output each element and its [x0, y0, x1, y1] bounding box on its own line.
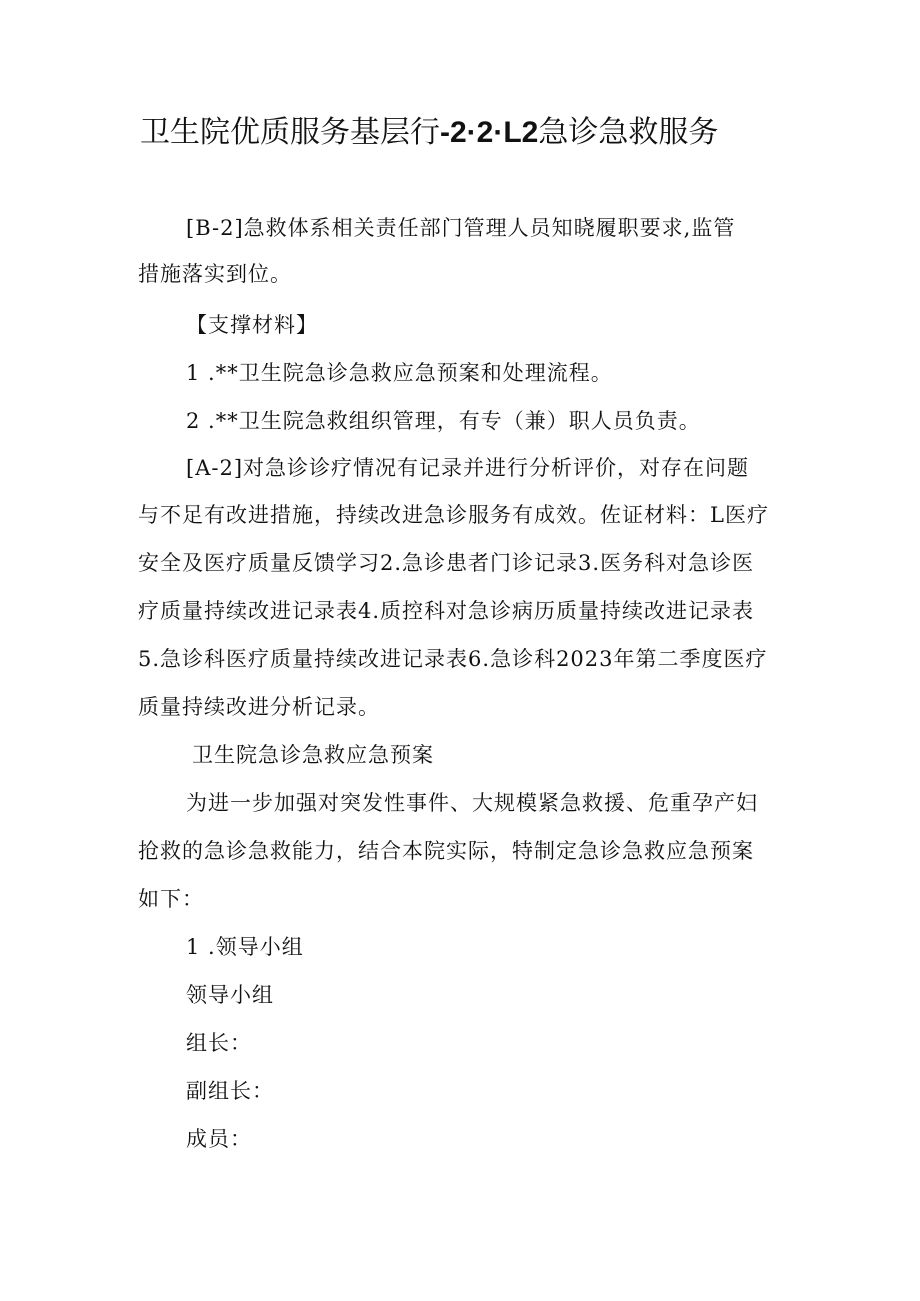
intro-line-2: 抢救的急诊急救能力，结合本院实际，特制定急诊急救应急预案 — [138, 839, 754, 863]
plan-title: 卫生院急诊急救应急预案 — [192, 743, 434, 767]
title-code: -2·2·L2 — [440, 116, 539, 149]
support-item-2: 2 .**卫生院急救组织管理，有专（兼）职人员负责。 — [186, 409, 701, 433]
a2-line-3: 安全及医疗质量反馈学习2.急诊患者门诊记录3.医务科对急诊医 — [138, 551, 755, 575]
b2-line-1: [B-2]急救体系相关责任部门管理人员知晓履职要求,监管 — [186, 216, 736, 240]
section-1-heading: 1 .领导小组 — [186, 935, 304, 959]
a2-line-4: 疗质量持续改进记录表4.质控科对急诊病历质量持续改进记录表 — [138, 599, 755, 623]
title-prefix: 卫生院优质服务基层行 — [140, 115, 440, 150]
a2-line-2: 与不足有改进措施，持续改进急诊服务有成效。佐证材料：L医疗 — [138, 503, 769, 527]
support-heading: 【支撑材料】 — [186, 313, 318, 337]
title-suffix: 急诊急救服务 — [538, 115, 719, 150]
a2-line-5: 5.急诊科医疗质量持续改进记录表6.急诊科2023年第二季度医疗 — [138, 647, 768, 671]
leader-group-label: 领导小组 — [186, 983, 274, 1007]
leader-label: 组长： — [186, 1031, 252, 1055]
vice-leader-label: 副组长： — [186, 1079, 274, 1103]
members-label: 成员： — [186, 1127, 252, 1151]
document-title — [140, 113, 840, 153]
a2-line-1: [A-2]对急诊诊疗情况有记录并进行分析评价，对存在问题 — [186, 456, 750, 480]
intro-line-3: 如下： — [138, 887, 204, 911]
support-item-1: 1 .**卫生院急诊急救应急预案和处理流程。 — [186, 361, 613, 385]
a2-line-6: 质量持续改进分析记录。 — [138, 695, 380, 719]
b2-line-2: 措施落实到位。 — [138, 262, 292, 286]
intro-line-1: 为进一步加强对突发性事件、大规模紧急救援、危重孕产妇 — [186, 791, 758, 815]
